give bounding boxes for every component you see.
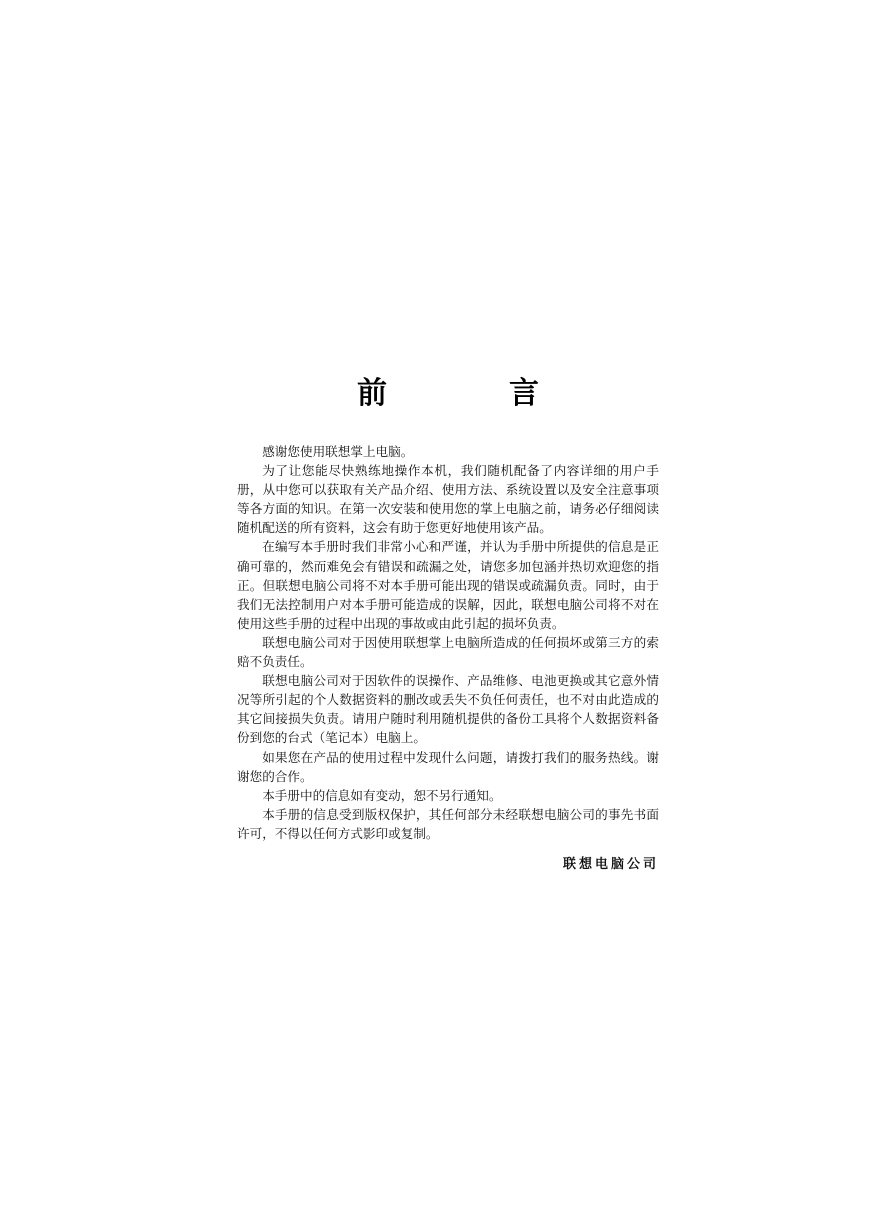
company-signature: 联想电脑公司 [562,857,659,872]
paragraph-third-party-disclaimer: 联想电脑公司对于因使用联想掌上电脑所造成的任何损坏或第三方的索赔不负责任。 [237,634,659,670]
paragraph-data-loss-disclaimer: 联想电脑公司对于因软件的误操作、产品维修、电池更换或其它意外情况等所引起的个人数据资料的删改或丢失不负任何责任，也不对由此造成的其它间接损失负责。请用户随时利用随机提供的备份工具将个人数据资料备份到您的台式（笔记本）电脑上。 [237,673,659,746]
paragraph-service-hotline: 如果您在产品的使用过程中发现什么问题，请拨打我们的服务热线。谢谢您的合作。 [237,749,659,784]
paragraph-manual-intro: 为了让您能尽快熟练地操作本机，我们随机配备了内容详细的用户手册，从中您可以获取有关产品介绍、使用方法、系统设置以及安全注意事项等各方面的知识。在第一次安装和使用您的掌上电脑之前，请务必仔细阅读随机配送的所有资料，这会有助于您更好地使用该产品。 [237,463,659,536]
paragraph-thanks: 感谢您使用联想掌上电脑。 [262,444,414,459]
page-title: 前 言 [357,376,585,411]
paragraph-copyright: 本手册的信息受到版权保护，其任何部分未经联想电脑公司的事先书面许可，不得以任何方式影印或复制。 [237,806,659,841]
paragraph-change-notice: 本手册中的信息如有变动，恕不另行通知。 [262,787,502,803]
paragraph-accuracy-disclaimer: 在编写本手册时我们非常小心和严谨，并认为手册中所提供的信息是正确可靠的，然而难免会有错误和疏漏之处，请您多加包涵并热切欢迎您的指正。但联想电脑公司将不对本手册可能出现的错误或疏漏负责。同时，由于我们无法控制用户对本手册可能造成的误解，因此，联想电脑公司将不对在使用这些手册的过程中出现的事故或由此引起的损坏负责。 [237,539,659,631]
preface-body [237,442,659,843]
